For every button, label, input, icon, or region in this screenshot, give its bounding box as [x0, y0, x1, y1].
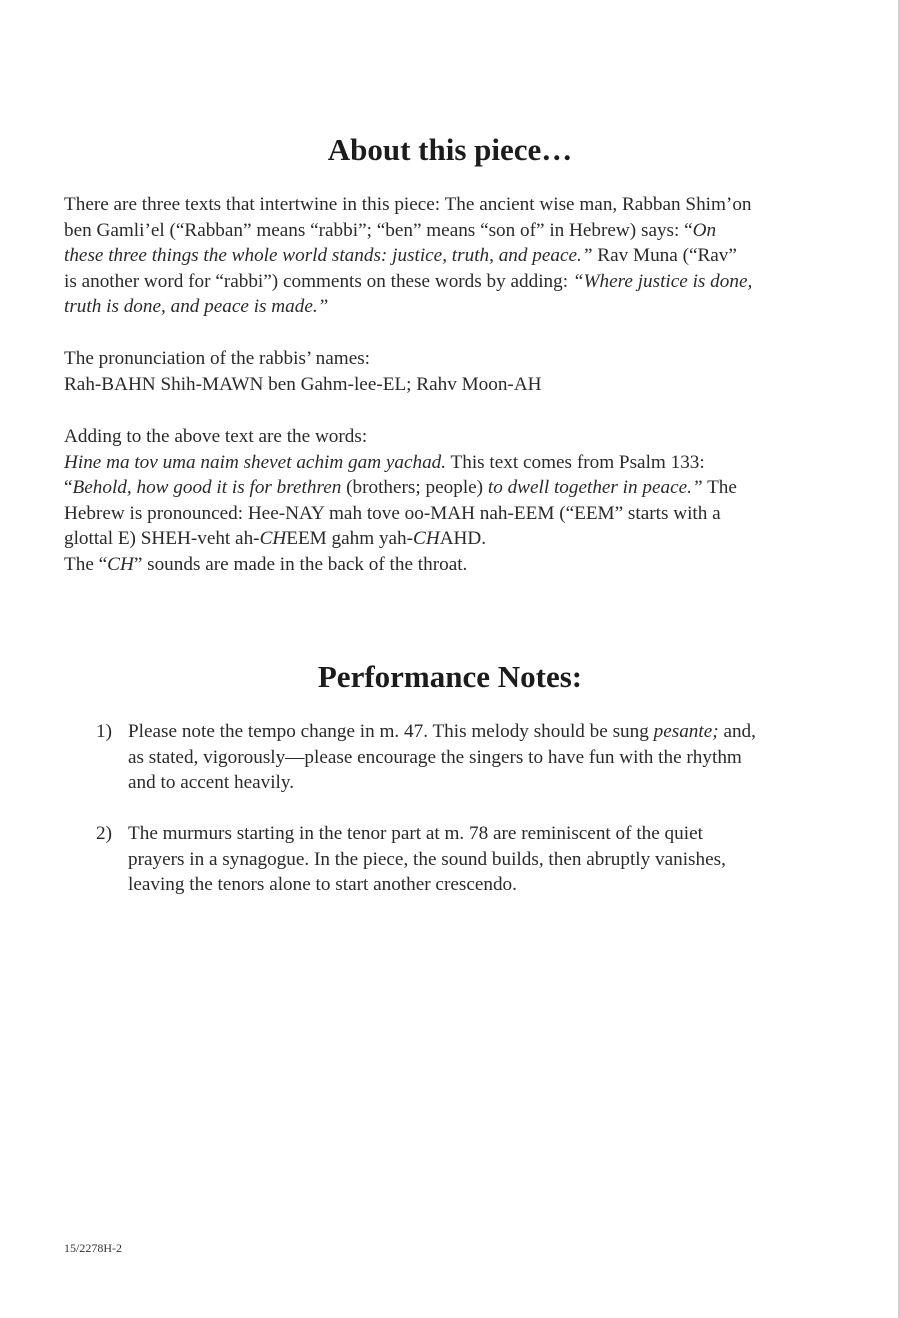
about-paragraph-psalm: Adding to the above text are the words: Hine ma tov uma naim shevet achim gam yachad. This text comes from Psalm 133: “Behold, how good it is for brethren (brothers; people) to dwell together in peace.” The Hebrew is pronounced: Hee-NAY mah tove oo-MAH nah-EEM (“EEM” starts with a glottal E) SHEH-veht ah-CHEEM gahm yah-CHAHD. The “CH” sounds are made in the back of the throat.: [64, 426, 737, 575]
catalog-code: 15/2278H-2: [64, 1241, 122, 1255]
performance-notes-heading: Performance Notes:: [317, 659, 583, 694]
about-paragraph-pronunciation: The pronunciation of the rabbis’ names: Rah-BAHN Shih-MAWN ben Gahm-lee-EL; Rahv Moon-AH: [64, 348, 542, 395]
note-text: The murmurs starting in the tenor part at m. 78 are reminiscent of the quiet prayers in a synagogue. In the piece, the sound builds, then abruptly vanishes, leaving the tenors alone to start another crescendo.: [128, 823, 726, 896]
about-paragraph-texts: There are three texts that intertwine in this piece: The ancient wise man, Rabban Shim’on ben Gamli’el (“Rabban” means “rabbi”; “ben” means “son of” in Hebrew) says: “On these three things the whole world stands: justice, truth, and peace.” Rav Muna (“Rav” is another word for “rabbi”) comments on these words by adding: “Where justice is done, truth is done, and peace is made.”: [64, 194, 753, 318]
note-number: 1): [96, 721, 112, 742]
about-heading: About this piece…: [327, 132, 573, 167]
note-text: Please note the tempo change in m. 47. This melody should be sung pesante; and, as stated, vigorously—please encourage the singers to have fun with the rhythm and to accent heavily.: [128, 721, 756, 794]
note-number: 2): [96, 823, 112, 844]
